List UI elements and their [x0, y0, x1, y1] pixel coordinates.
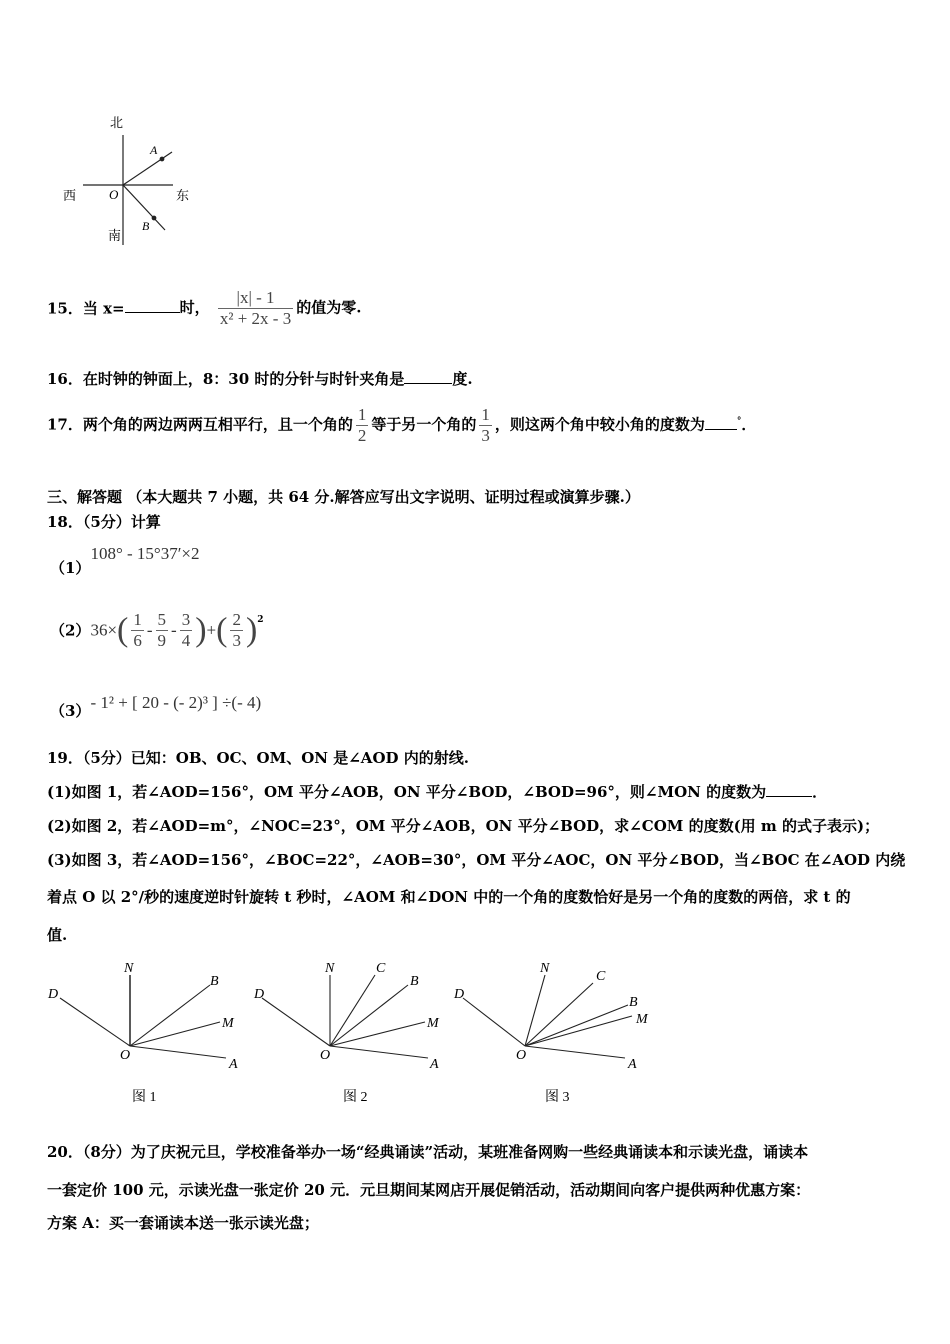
- fig1-label-m: M: [222, 1016, 234, 1031]
- q19-line-0: 19．（5分）已知：OB、OC、OM、ON 是∠AOD 内的射线.: [47, 749, 469, 767]
- fig2-label-d: D: [254, 987, 265, 1002]
- fig3-label-m: M: [636, 1012, 648, 1027]
- fig2-label-n: N: [325, 961, 335, 976]
- frac-num: 1: [133, 610, 142, 629]
- q16-text: 16．在时钟的钟面上，8：30 时的分针与时针夹角是: [47, 370, 405, 388]
- fig1-label-n: N: [124, 961, 134, 976]
- fig2-caption: 图 2: [343, 1090, 368, 1105]
- q19-line-3: (3)如图 3，若∠AOD=156°，∠BOC=22°，∠AOB=30°，OM 平分∠AOC，ON 平分∠BOD，当∠BOC 在∠AOD 内绕: [47, 851, 906, 869]
- point-a-label: A: [150, 143, 158, 157]
- question-16: [47, 369, 473, 389]
- q15-text-mid: 时，: [179, 298, 210, 317]
- q17-text-end: ，则这两个角中较小角的度数为: [494, 415, 705, 434]
- part-label: （2）: [50, 621, 91, 640]
- q18-part-3: [50, 693, 262, 720]
- frac-den: 3: [232, 631, 241, 650]
- fig2-label-o: O: [320, 1048, 331, 1063]
- q15-text: 15．当 x=: [47, 299, 125, 318]
- q17-text: 17．两个角的两边两两互相平行，且一个角的: [47, 415, 353, 434]
- fig1-caption: 图 1: [132, 1090, 157, 1105]
- frac-num: 5: [157, 610, 167, 629]
- q19-part1-text: (1)如图 1，若∠AOD=156°，OM 平分∠AOB，ON 平分∠BOD，∠BOD=96°，则∠MON 的度数为: [47, 783, 767, 801]
- west-label: 西: [63, 188, 77, 203]
- compass-figure: [50, 105, 210, 255]
- north-label: 北: [110, 115, 124, 130]
- q18-part-2: （2）36×( $\frac{1}{6}$ - $\frac{5}{9}$ - $\frac{3}{4}$ )+( $\frac{2}{3}$ )$^2$: [50, 610, 264, 650]
- q15-fraction: [218, 288, 293, 329]
- frac-den: 6: [133, 631, 142, 650]
- fig3-label-b: B: [629, 995, 638, 1010]
- q16-text-end: 度.: [452, 370, 473, 388]
- fig3-label-d: D: [454, 987, 465, 1002]
- q17-text-mid: 等于另一个角的: [371, 415, 477, 434]
- frac-den: 4: [181, 631, 191, 650]
- q19-line-5: 值.: [47, 926, 68, 944]
- question-18-title: 18．（5分）计算: [47, 513, 161, 531]
- question-17: [47, 405, 756, 446]
- q17-answer-blank: [705, 415, 737, 430]
- q17-f2-den: 3: [481, 426, 490, 445]
- q19-line-1: [47, 782, 827, 802]
- fig2-label-a: A: [430, 1057, 439, 1072]
- fig3-label-c: C: [596, 969, 606, 984]
- fig2-label-m: M: [427, 1016, 439, 1031]
- q15-denominator: x² + 2x - 3: [219, 309, 292, 328]
- fig3-label-o: O: [516, 1048, 527, 1063]
- fig3-label-a: A: [628, 1057, 637, 1072]
- q18-p1-expression: 108° - 15°37′×2: [90, 544, 200, 563]
- south-label: 南: [108, 228, 122, 243]
- fig3-label-n: N: [540, 961, 550, 976]
- q20-line-2: 方案 A：买一套诵读本送一张示读光盘；: [47, 1214, 319, 1232]
- degree-symbol: °: [736, 416, 742, 427]
- q17-f2-num: 1: [481, 405, 490, 424]
- q19-line-2: (2)如图 2，若∠AOD=m°，∠NOC=23°，OM 平分∠AOB，ON 平分∠BOD，求∠COM 的度数(用 m 的式子表示)；: [47, 817, 880, 835]
- q17-f1-den: 2: [357, 426, 367, 445]
- q18-p3-expression: - 1² + [ 20 - (- 2)³ ] ÷(- 4): [90, 693, 262, 712]
- period: ．: [812, 783, 828, 801]
- part-label: （1）: [50, 559, 91, 577]
- point-b-label: B: [142, 219, 150, 233]
- q19-answer-blank: [766, 782, 812, 797]
- q17-f1-num: 1: [357, 405, 367, 424]
- q15-text-end: 的值为零.: [296, 298, 362, 317]
- q17-fraction-half: [356, 405, 369, 446]
- q16-answer-blank: [404, 369, 452, 384]
- fig2-label-c: C: [376, 961, 386, 976]
- frac-den: 9: [157, 631, 167, 650]
- fig3-caption: 图 3: [545, 1090, 570, 1105]
- plus-sign: +: [206, 620, 217, 640]
- east-label: 东: [176, 188, 190, 203]
- fig1-label-b: B: [210, 974, 219, 989]
- origin-label: O: [109, 187, 119, 202]
- q15-answer-blank: [125, 298, 180, 313]
- frac-num: 2: [232, 610, 241, 629]
- angle-figures: [0, 950, 700, 1120]
- q18-p2-lead: 36×: [90, 620, 118, 640]
- q19-line-4: 着点 O 以 2°/秒的速度逆时针旋转 t 秒时，∠AOM 和∠DON 中的一个角的度数恰好是另一个角的度数的两倍，求 t 的: [47, 888, 851, 906]
- q20-line-1: 一套定价 100 元，示读光盘一张定价 20 元．元旦期间某网店开展促销活动，活动期间向客户提供两种优惠方案：: [47, 1181, 811, 1199]
- section-3-heading: 三、解答题 （本大题共 7 小题，共 64 分.解答应写出文字说明、证明过程或演算步骤.）: [47, 488, 640, 506]
- q15-numerator: |x| - 1: [236, 288, 275, 307]
- q20-line-0: 20．（8分）为了庆祝元旦，学校准备举办一场“经典诵读”活动，某班准备网购一些经典诵读本和示读光盘，诵读本: [47, 1143, 809, 1161]
- frac-num: 3: [181, 610, 191, 629]
- q17-fraction-third: [479, 405, 492, 446]
- q18-part-1: [50, 544, 200, 577]
- part-label: （3）: [50, 702, 91, 720]
- fig1-label-o: O: [120, 1048, 131, 1063]
- question-15: [47, 288, 361, 329]
- fig1-label-a: A: [229, 1057, 238, 1072]
- exponent: 2: [257, 615, 264, 625]
- fig1-label-d: D: [48, 987, 59, 1002]
- fig2-label-b: B: [410, 974, 419, 989]
- q17-period: ．: [741, 415, 757, 434]
